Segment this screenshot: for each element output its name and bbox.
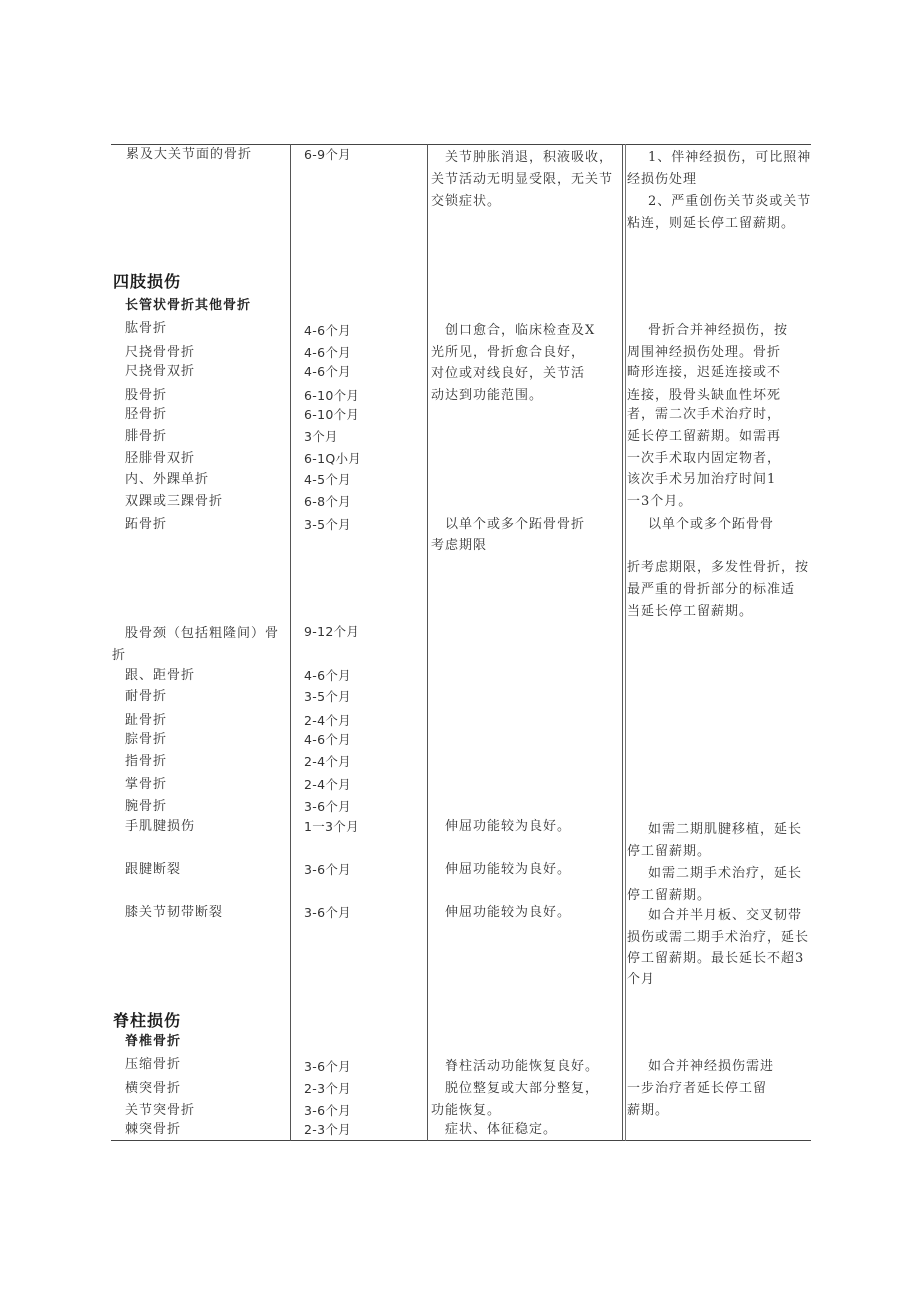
fracture-name: 肱骨折: [125, 321, 168, 336]
fracture-name: 横突骨折: [125, 1081, 182, 1096]
notes-line: 粘连，则延长停工留薪期。: [627, 216, 796, 231]
recovery-period: 3-6个月: [304, 799, 351, 814]
notes-line: 如合并半月板、交叉韧带: [648, 908, 803, 923]
criteria-line: 伸屈功能较为良好。: [445, 819, 572, 834]
subsection-heading: 脊椎骨折: [125, 1034, 182, 1049]
recovery-period: 6-9个月: [304, 147, 351, 162]
notes-line: 经损伤处理: [627, 172, 698, 187]
fracture-name: 腙骨折: [125, 732, 168, 747]
recovery-period: 6-10个月: [304, 407, 360, 422]
criteria-line: 以单个或多个跖骨骨折: [445, 517, 586, 532]
criteria-line: 伸屈功能较为良好。: [445, 905, 572, 920]
fracture-name: 关节突骨折: [125, 1103, 196, 1118]
criteria-line: 关节肿胀消退，积液吸收，: [445, 150, 614, 165]
notes-line: 1、伴神经损伤，可比照神: [648, 150, 812, 165]
fracture-name: 尺挠骨双折: [125, 364, 196, 379]
criteria-line: 考虑期限: [431, 538, 488, 553]
column-divider-3b: [625, 144, 626, 1141]
recovery-period: 2-4个月: [304, 713, 351, 728]
fracture-name: 压缩骨折: [125, 1057, 182, 1072]
notes-line: 损伤或需二期手术治疗，延长: [627, 930, 810, 945]
fracture-name: 耐骨折: [125, 689, 168, 704]
recovery-period: 6-1Q小月: [304, 451, 362, 466]
notes-line: 该次手术另加治疗时间1: [627, 472, 777, 487]
recovery-period: 4-6个月: [304, 364, 351, 379]
recovery-period: 4-5个月: [304, 472, 351, 487]
notes-line: 畸形连接，迟延连接或不: [627, 365, 782, 380]
recovery-period: 3-5个月: [304, 689, 351, 704]
notes-line: 延长停工留薪期。如需再: [627, 429, 782, 444]
section-heading-limbs: 四肢损伤: [113, 272, 182, 291]
fracture-name: 胫骨折: [125, 407, 168, 422]
notes-line: 折考虑期限，多发性骨折，按: [627, 560, 810, 575]
criteria-line: 对位或对线良好，关节活: [431, 366, 586, 381]
injury-name: 跟腱断裂: [125, 862, 182, 877]
recovery-period: 1一3个月: [304, 819, 359, 834]
fracture-name: 跟、距骨折: [125, 668, 196, 683]
fracture-name: 股骨颈（包括粗隆间）骨: [125, 626, 280, 641]
notes-line: 以单个或多个跖骨骨: [648, 517, 775, 532]
notes-line: 一步治疗者延长停工留: [627, 1081, 768, 1096]
fracture-name: 累及大关节面的骨折: [126, 147, 253, 162]
fracture-name: 双踝或三踝骨折: [125, 494, 224, 509]
criteria-line: 创口愈合，临床检查及X: [445, 323, 596, 338]
recovery-period: 4-6个月: [304, 323, 351, 338]
recovery-period: 9-12个月: [304, 624, 360, 639]
criteria-line: 关节活动无明显受限，无关节: [431, 172, 614, 187]
fracture-name: 股骨折: [125, 388, 168, 403]
notes-line: 者，需二次手术治疗时，: [627, 407, 782, 422]
fracture-name: 趾骨折: [125, 713, 168, 728]
fracture-name: 腕骨折: [125, 799, 168, 814]
recovery-period: 6-8个月: [304, 494, 351, 509]
notes-line: 如需二期肌腱移植，延长: [648, 822, 803, 837]
notes-line: 当延长停工留薪期。: [627, 604, 754, 619]
notes-line: 停工留薪期。最长延长不超3: [627, 951, 805, 966]
notes-line: 薪期。: [627, 1103, 670, 1118]
column-divider-2: [427, 144, 428, 1141]
notes-line: 最严重的骨折部分的标准适: [627, 582, 796, 597]
criteria-line: 光所见，骨折愈合良好，: [431, 345, 586, 360]
notes-line: 如需二期手术治疗，延长: [648, 866, 803, 881]
recovery-period: 3-6个月: [304, 1103, 351, 1118]
notes-line: 一次手术取内固定物者，: [627, 451, 782, 466]
recovery-period: 3-6个月: [304, 905, 351, 920]
criteria-line: 功能恢复。: [431, 1103, 502, 1118]
injury-name: 膝关节韧带断裂: [125, 905, 224, 920]
fracture-name: 腓骨折: [125, 429, 168, 444]
column-divider-3: [622, 144, 623, 1141]
fracture-name: 指骨折: [125, 754, 168, 769]
fracture-name: 内、外踝单折: [125, 472, 210, 487]
fracture-name: 掌骨折: [125, 777, 168, 792]
criteria-line: 脊柱活动功能恢复良好。: [445, 1059, 600, 1074]
subsection-heading: 长管状骨折其他骨折: [125, 298, 252, 313]
recovery-period: 3-6个月: [304, 1059, 351, 1074]
recovery-period: 3个月: [304, 429, 338, 444]
recovery-period: 3-6个月: [304, 862, 351, 877]
notes-line: 2、严重创伤关节炎或关节: [648, 194, 812, 209]
fracture-name-continued: 折: [112, 648, 127, 663]
criteria-line: 脱位整复或大部分整复，: [445, 1081, 600, 1096]
recovery-period: 2-3个月: [304, 1081, 351, 1096]
recovery-period: 4-6个月: [304, 345, 351, 360]
recovery-period: 2-4个月: [304, 754, 351, 769]
recovery-period: 4-6个月: [304, 732, 351, 747]
notes-line: 如合并神经损伤需进: [648, 1059, 775, 1074]
recovery-period: 3-5个月: [304, 517, 351, 532]
column-divider-1: [290, 144, 291, 1141]
notes-line: 停工留薪期。: [627, 888, 712, 903]
notes-line: 个月: [627, 972, 656, 987]
criteria-line: 动达到功能范围。: [431, 388, 544, 403]
table-top-border: [111, 144, 811, 145]
criteria-line: 伸屈功能较为良好。: [445, 862, 572, 877]
fracture-name: 棘突骨折: [125, 1122, 182, 1137]
criteria-line: 交锁症状。: [431, 194, 502, 209]
criteria-line: 症状、体征稳定。: [445, 1122, 558, 1137]
notes-line: 连接，股骨头缺血性坏死: [627, 388, 782, 403]
notes-line: 周围神经损伤处理。骨折: [627, 345, 782, 360]
section-heading-spine: 脊柱损伤: [113, 1011, 182, 1030]
table-bottom-border: [111, 1140, 811, 1141]
fracture-name: 尺挠骨骨折: [125, 345, 196, 360]
injury-name: 手肌腱损伤: [125, 819, 196, 834]
notes-line: 骨折合并神经损伤，按: [648, 323, 789, 338]
notes-line: 一3个月。: [627, 494, 693, 509]
recovery-period: 2-4个月: [304, 777, 351, 792]
recovery-period: 6-10个月: [304, 388, 360, 403]
fracture-name: 跖骨折: [125, 517, 168, 532]
recovery-period: 4-6个月: [304, 668, 351, 683]
recovery-period: 2-3个月: [304, 1122, 351, 1137]
fracture-name: 胫腓骨双折: [125, 451, 196, 466]
notes-line: 停工留薪期。: [627, 844, 712, 859]
